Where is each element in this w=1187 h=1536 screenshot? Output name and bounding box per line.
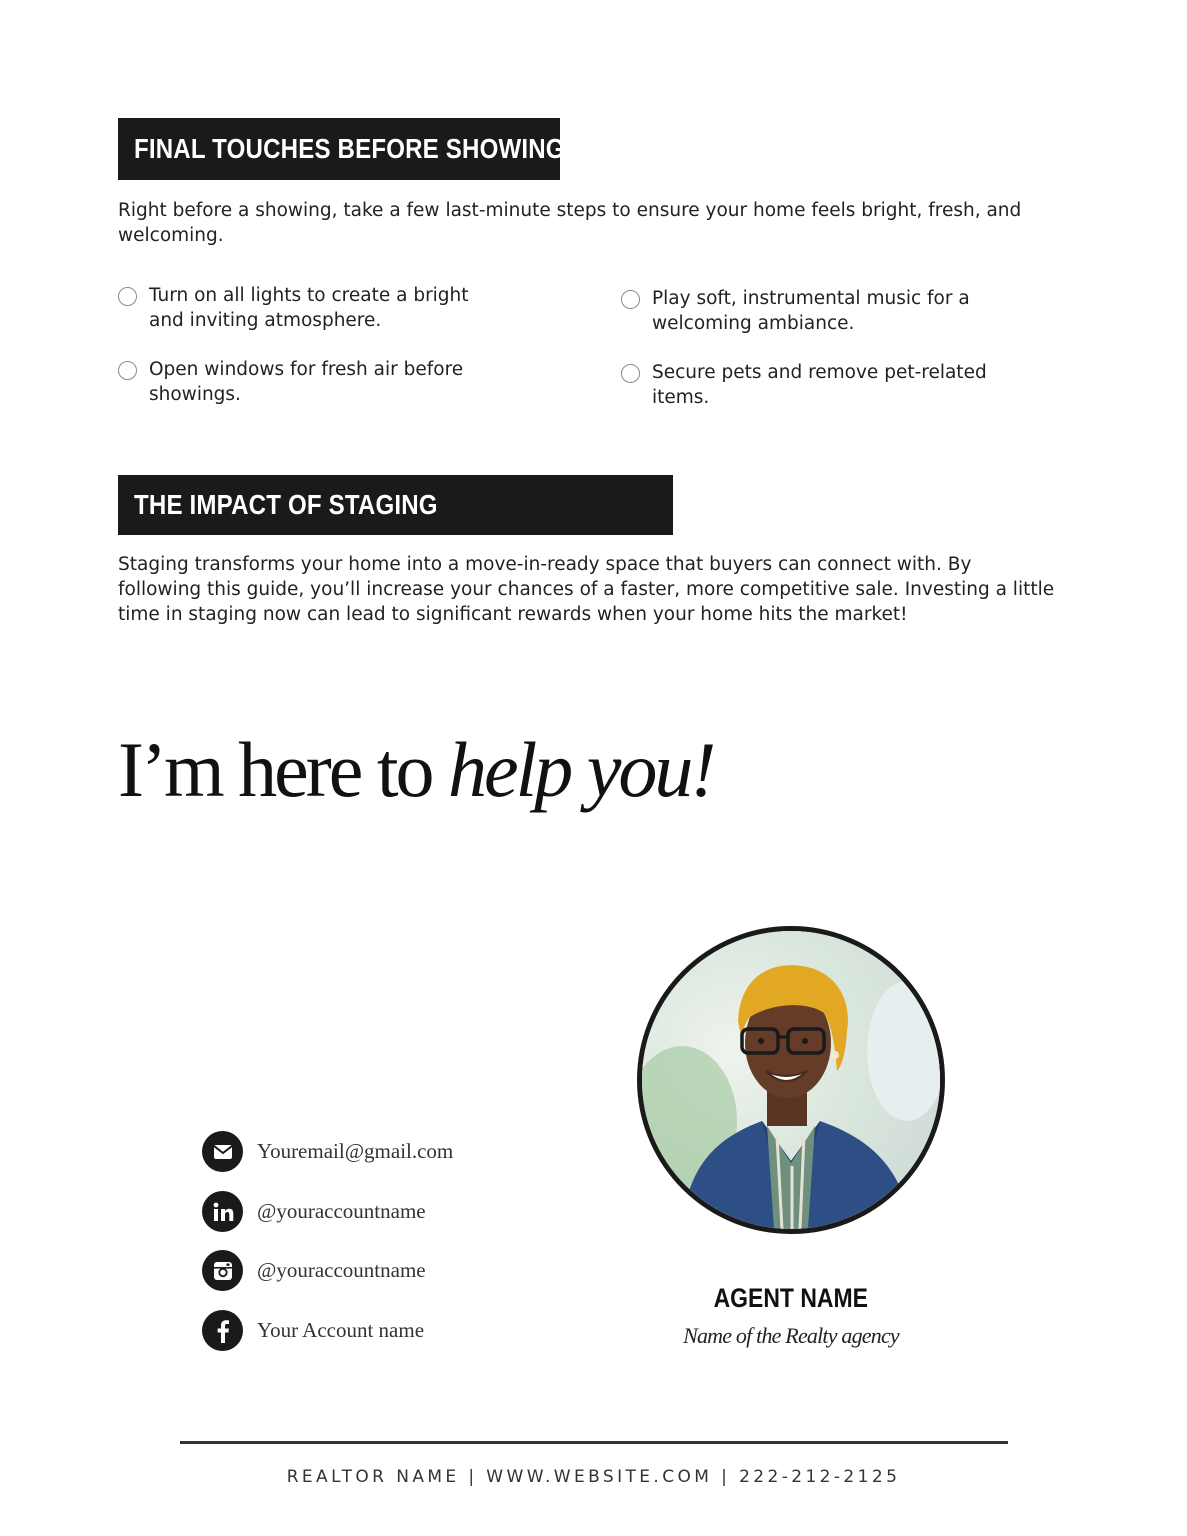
checkbox-circle-icon[interactable] xyxy=(621,290,640,309)
email-icon xyxy=(202,1131,243,1172)
contact-email-text[interactable]: Youremail@gmail.com xyxy=(257,1139,454,1163)
checklist-item[interactable] xyxy=(118,357,498,407)
checklist-item-label: Play soft, instrumental music for a welcoming ambiance. xyxy=(652,288,970,334)
section-heading-final-touches xyxy=(118,118,581,180)
contact-facebook[interactable] xyxy=(202,1310,424,1351)
contact-facebook-text[interactable]: Your Account name xyxy=(257,1318,425,1342)
headline xyxy=(118,722,713,818)
checklist-item-label: Turn on all lights to create a bright and inviting atmosphere. xyxy=(149,285,469,331)
footer-text: REALTOR NAME | WWW.WEBSITE.COM | 222-212-2125 xyxy=(286,1467,901,1487)
checklist-item-label: Secure pets and remove pet-related items. xyxy=(652,362,987,408)
section-intro: Right before a showing, take a few last-minute steps to ensure your home feels bright, fresh, and welcoming. xyxy=(118,200,1022,246)
agency-name: Name of the Realty agency xyxy=(683,1323,899,1348)
contact-instagram[interactable] xyxy=(202,1250,426,1291)
agent-name xyxy=(640,1283,942,1314)
checkbox-circle-icon[interactable] xyxy=(118,287,137,306)
section-heading-text: FINAL TOUCHES BEFORE SHOWINGS xyxy=(134,133,581,164)
checkbox-circle-icon[interactable] xyxy=(118,361,137,380)
checklist-item[interactable] xyxy=(621,286,1001,336)
checklist-item[interactable] xyxy=(118,283,498,333)
linkedin-icon xyxy=(202,1191,243,1232)
contact-linkedin-text[interactable]: @youraccountname xyxy=(257,1199,426,1223)
agent-photo xyxy=(637,926,945,1234)
contact-email[interactable] xyxy=(202,1131,453,1172)
agent-name-text: AGENT NAME xyxy=(713,1283,869,1313)
footer-divider xyxy=(180,1441,1008,1444)
section-heading-text: THE IMPACT OF STAGING xyxy=(134,489,438,520)
contact-instagram-text[interactable]: @youraccountname xyxy=(257,1258,426,1282)
instagram-icon xyxy=(202,1250,243,1291)
contact-linkedin[interactable] xyxy=(202,1191,426,1232)
facebook-icon xyxy=(202,1310,243,1351)
headline-italic: help you! xyxy=(448,726,714,813)
checklist-item-label: Open windows for fresh air before showings. xyxy=(149,359,464,405)
checkbox-circle-icon[interactable] xyxy=(621,364,640,383)
section-body: Staging transforms your home into a move-in-ready space that buyers can connect with. By following this guide, you’ll increase your chances of a faster, more competitive sale. Investing a little time in staging now can lead to significant rewards when your home hits the market! xyxy=(118,554,1055,625)
headline-regular: I’m here to xyxy=(118,726,449,813)
section-heading-impact-of-staging xyxy=(118,475,673,535)
checklist-item[interactable] xyxy=(621,360,1001,410)
